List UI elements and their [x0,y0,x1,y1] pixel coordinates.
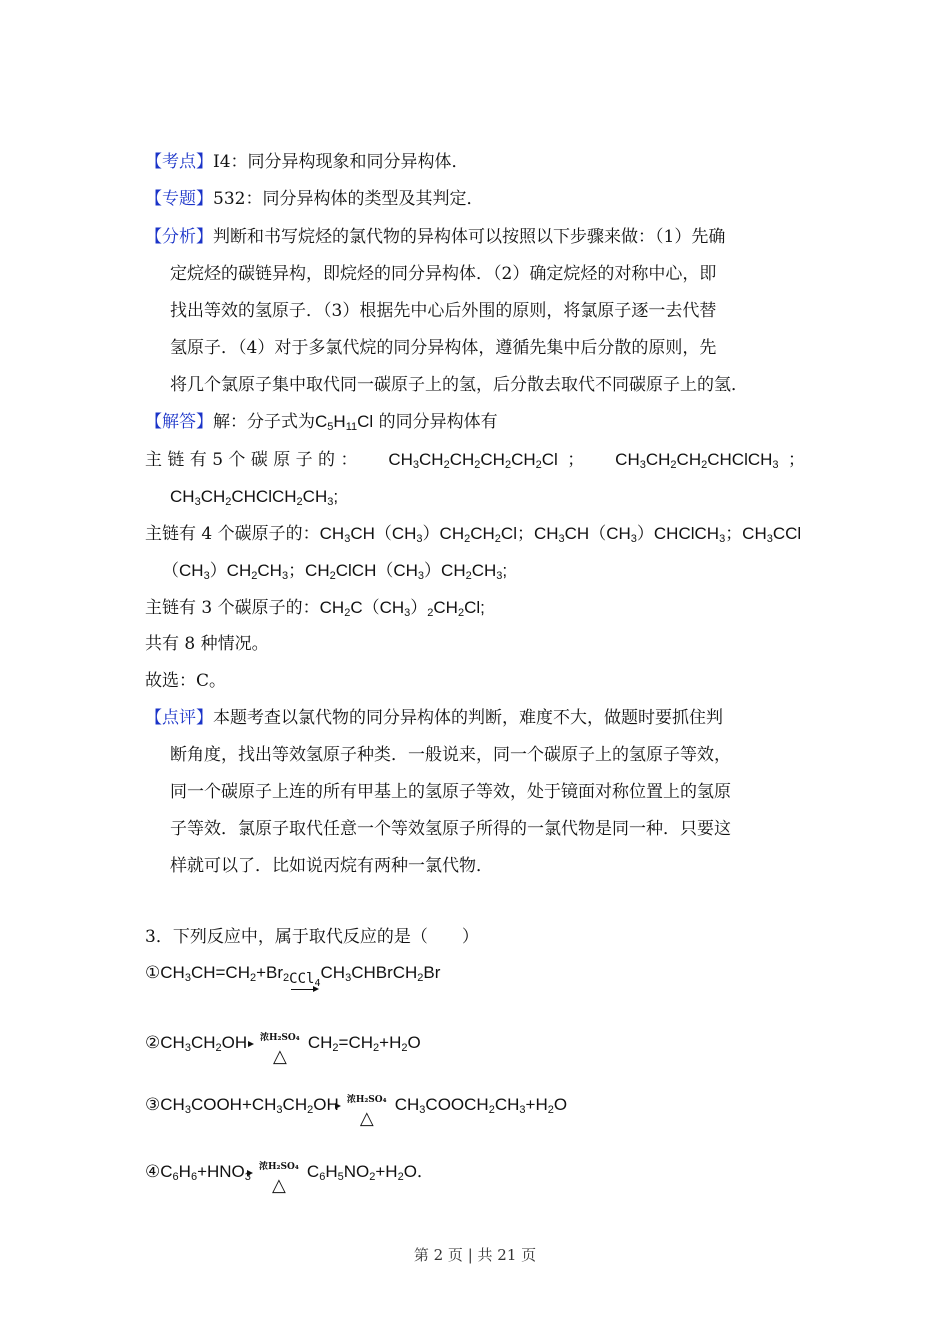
chain5-item-2: $CH_3CH_2CH_2CHClCH_3$ ； [615,450,805,471]
dianping-line-1 [145,707,723,729]
condition-conc-h2so4: 浓H₂SO₄ [346,1094,387,1105]
zhuanti-line [145,188,483,210]
jieda-intro-prefix: 解：分子式为 [213,412,315,432]
chain4-line [145,523,801,545]
reaction-3 [145,1094,568,1128]
reaction-2 [145,1032,421,1066]
heat-triangle-icon: △ [359,1107,374,1128]
reaction-1-reactants: $CH_3CH=CH_2+Br_2$ [160,963,290,984]
kaodian-line [145,151,469,173]
chain4-items-a: $CH_3CH(CH_3)CH_2CH_2Cl$；$CH_3CH(CH_3)CHClCH_3$；$CH_3CCl$ [319,524,802,545]
reaction-4-reactants: $C_6H_6+HNO_3$ [160,1162,251,1183]
reaction-4-products: $C_6H_5NO_2+H_2O$． [306,1162,434,1183]
fenxi-line-5: 将几个氯原子集中取代同一碳原子上的氢，后分散去取代不同碳原子上的氢． [170,375,748,395]
fenxi-line-1 [145,226,725,248]
chain3-item: $CH_2C(CH_3)_2CH_2Cl$; [319,598,485,619]
condition-conc-h2so4: 浓H₂SO₄ [259,1161,299,1172]
answer-choice: 故选：C。 [145,671,227,691]
chain3-line [145,597,485,619]
dianping-line-5: 样就可以了．比如说丙烷有两种一氯代物． [170,856,493,876]
dianping-line-4: 子等效．氯原子取代任意一个等效氢原子所得的一氯代物是同一种．只要这 [170,819,731,839]
zhuanti-text: 532：同分异构体的类型及其判定． [213,189,484,209]
reaction-3-number: ③ [145,1095,161,1114]
jieda-tag: 【解答】 [145,412,213,432]
heat-triangle-icon: △ [271,1174,286,1195]
fenxi-line-3: 找出等效的氢原子．（3）根据先中心后外围的原则，将氯原子逐一去代替 [170,301,717,321]
reaction-4-number: ④ [145,1162,161,1181]
fenxi-text: 判断和书写烷烃的氯代物的异构体可以按照以下步骤来做：（1）先确 [213,227,726,247]
arrow-icon [291,989,316,990]
zhuanti-tag: 【专题】 [145,189,213,209]
jieda-intro [145,411,498,433]
dianping-tag: 【点评】 [145,708,213,728]
reaction-3-products: $CH_3COOCH_2CH_3+H_2O$ [394,1095,568,1116]
reaction-2-products: $CH_2=CH_2+H_2O$ [307,1033,421,1054]
heat-triangle-icon: △ [272,1045,287,1066]
fenxi-tag: 【分析】 [145,227,213,247]
kaodian-tag: 【考点】 [145,152,213,172]
page-footer: 第 2 页 | 共 21 页 [413,1246,537,1264]
chain4-items-b: $(CH_3)CH_2CH_3$；$CH_2ClCH(CH_3)CH_2CH_3$; [162,561,508,582]
reaction-arrow-ccl4 [289,963,321,989]
dianping-text: 本题考查以氯代物的同分异构体的判断，难度不大，做题时要抓住判 [213,708,723,728]
dianping-line-3: 同一个碳原子上连的所有甲基上的氢原子等效，处于镜面对称位置上的氢原 [170,782,731,802]
chain5-line [145,449,805,471]
fenxi-line-4: 氢原子．（4）对于多氯代烷的同分异构体，遵循先集中后分散的原则，先 [170,338,717,358]
reaction-1-products: $CH_3CHBrCH_2Br$ [320,963,441,984]
kaodian-text: I4：同分异构现象和同分异构体． [213,152,469,172]
fenxi-line-2: 定烷烃的碳链异构，即烷烃的同分异构体．（2）确定烷烃的对称中心，即 [170,264,717,284]
chain5-item-3: $CH_3CH_2CHClCH_2CH_3$; [170,487,339,508]
total-count: 共有 8 种情况。 [145,634,269,654]
condition-ccl4: CCl4 [289,971,321,989]
jieda-intro-suffix: 的同分异构体有 [378,412,498,432]
reaction-1 [145,963,441,989]
condition-conc-h2so4: 浓H₂SO₄ [259,1032,300,1043]
reaction-3-reactants: $CH_3COOH+CH_3CH_2OH$ [160,1095,339,1116]
dianping-line-2: 断角度，找出等效氢原子种类．一般说来，同一个碳原子上的氢原子等效， [170,745,731,765]
formula-c5h11cl: $C_5H_{11}Cl$ [315,412,374,433]
chain4-label: 主链有 4 个碳原子的： [145,524,320,544]
question3-stem: 3．下列反应中，属于取代反应的是（ ） [145,927,479,947]
chain3-label: 主链有 3 个碳原子的： [145,598,320,618]
reaction-1-number: ① [145,963,161,982]
reaction-2-reactants: $CH_3CH_2OH$ [160,1033,252,1054]
reaction-4 [145,1157,434,1195]
chain5-label: 主 链 有 5 个 碳 原 子 的 ： [145,450,358,470]
chain5-item-1: $CH_3CH_2CH_2CH_2CH_2Cl$ ； [388,450,585,471]
reaction-2-number: ② [145,1033,161,1052]
